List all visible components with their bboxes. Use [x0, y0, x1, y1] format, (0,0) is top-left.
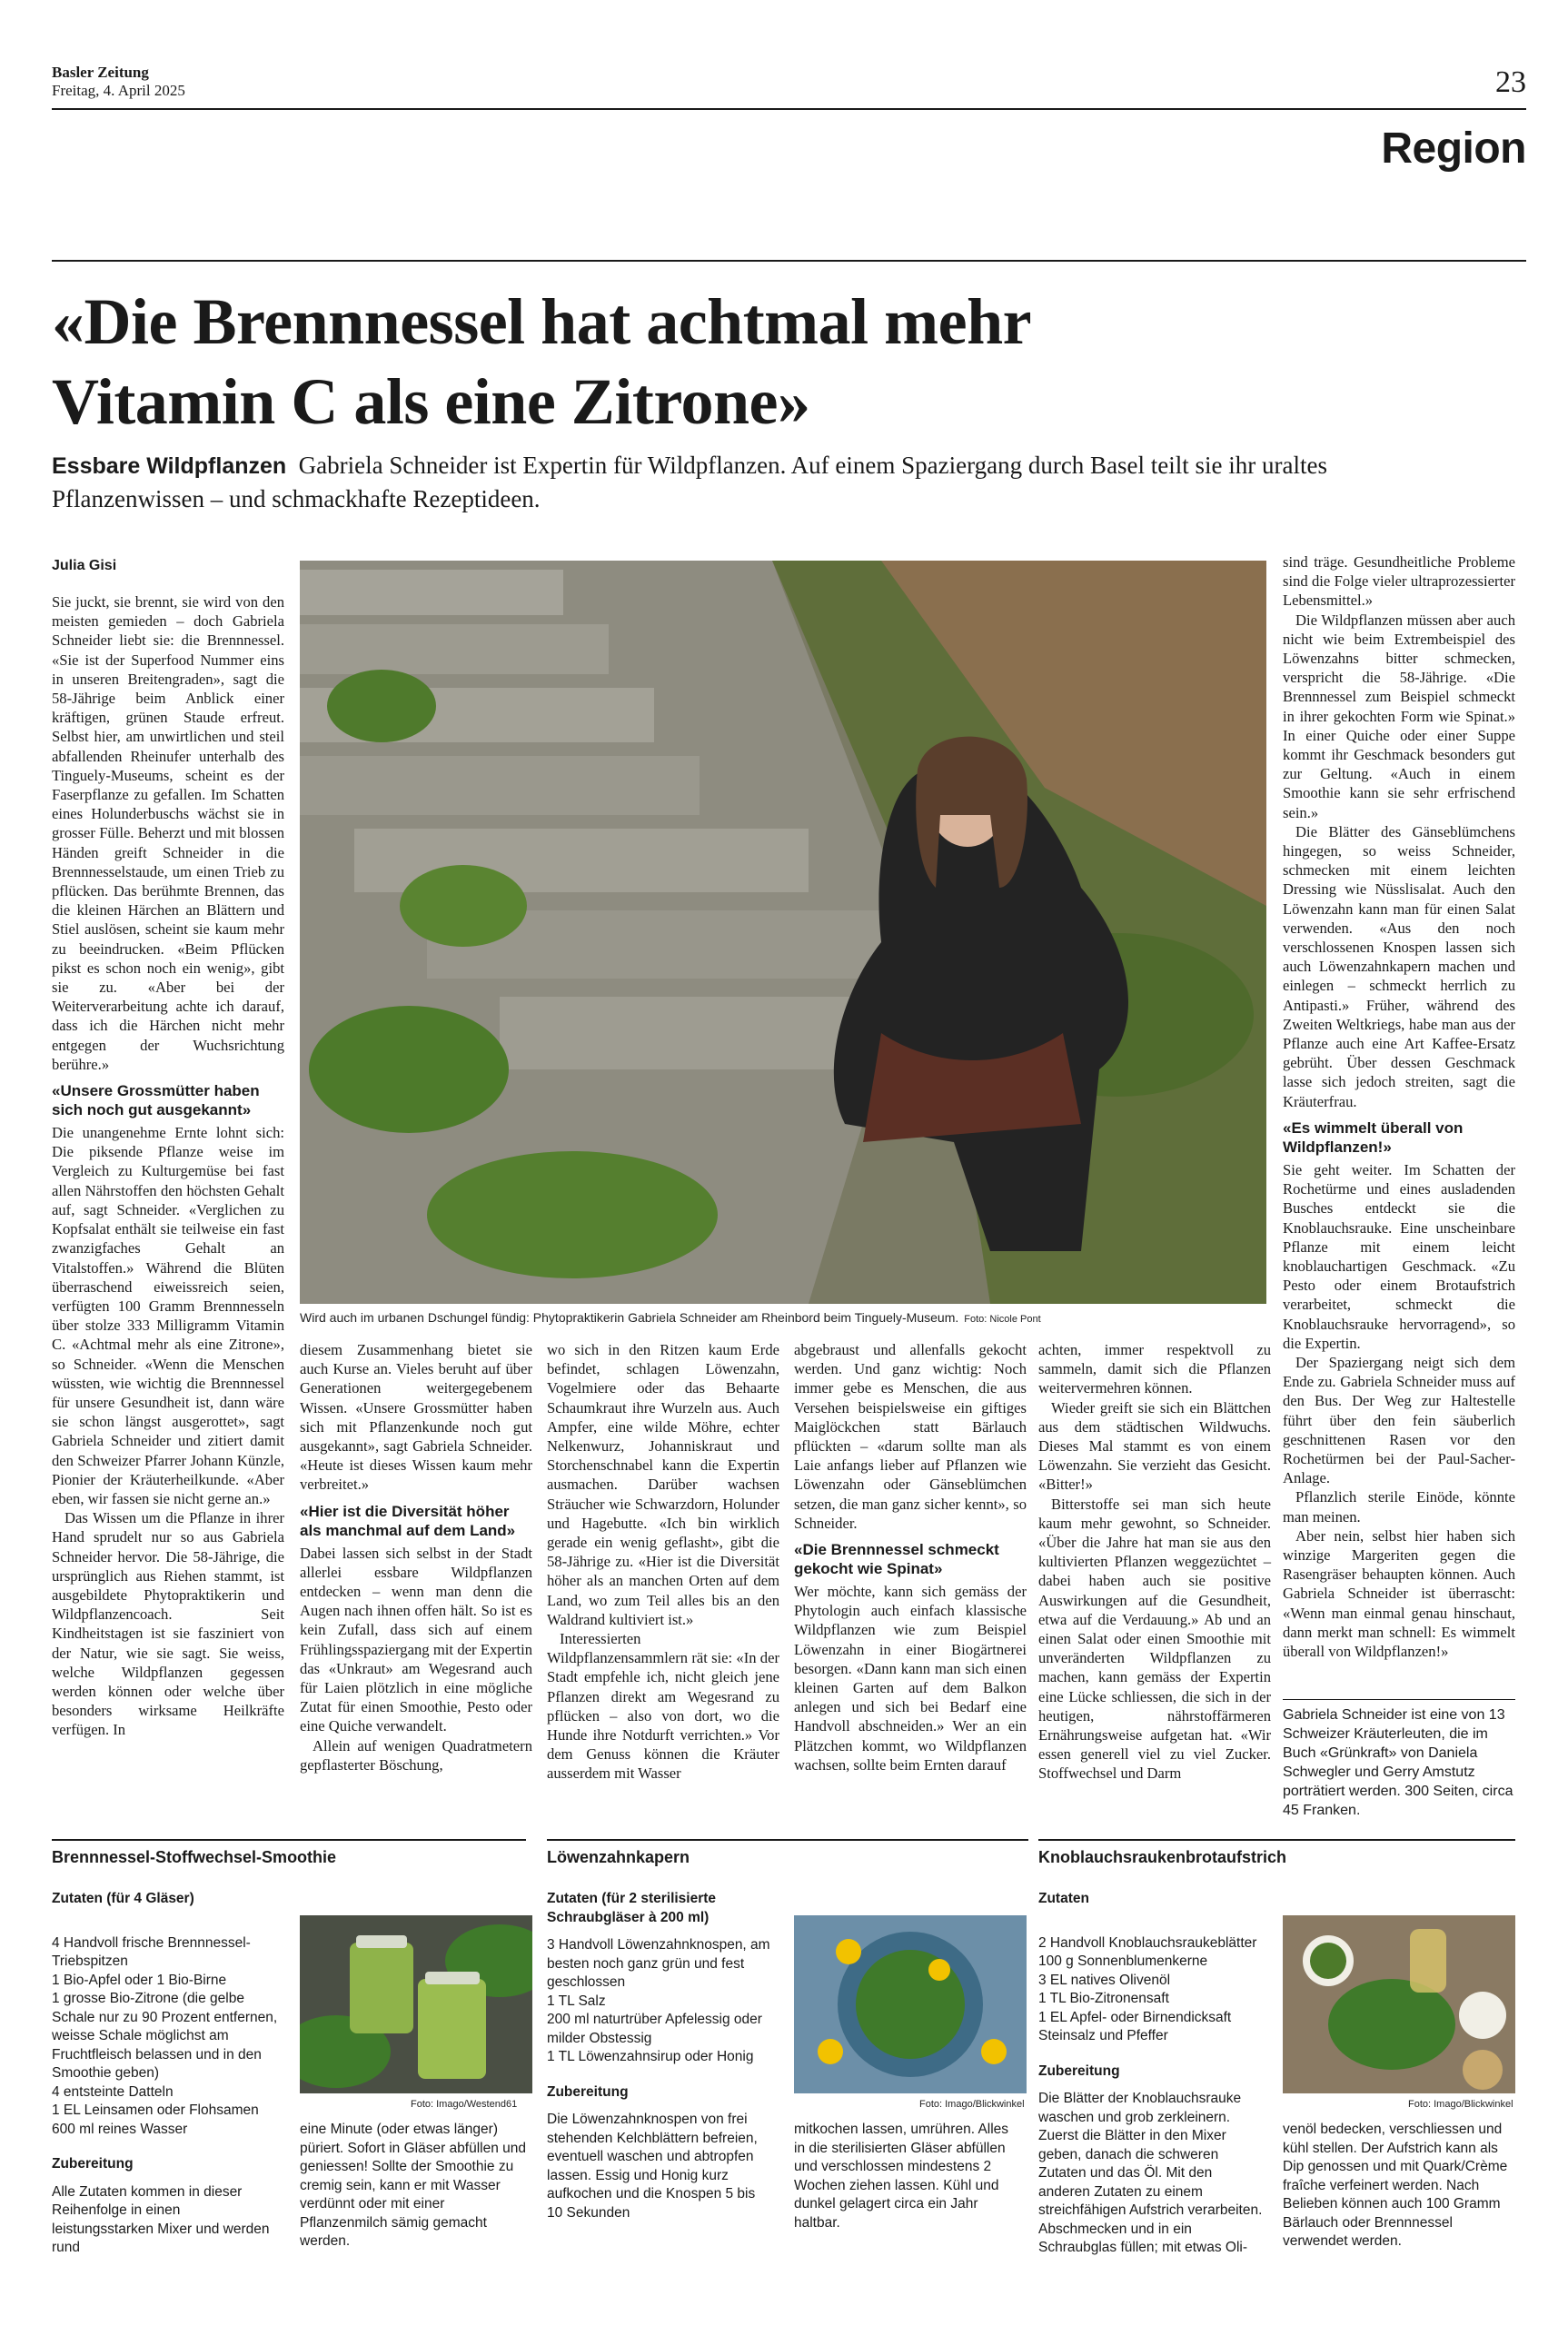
masthead	[52, 64, 185, 100]
paragraph: Wer möchte, kann sich gemäss der Phytologin auch einfach klassische Wildpflanzen wie zum Beispiel Löwenzahn in einer Biogärtnerei besorgen. «Dann kann man sich einen kleinen Garten auf dem Balkon anlegen und sich bei Bedarf eine Handvoll abschneiden.» Wer an ein Plätzchen kommt, wo Wildpflanzen wachsen, sollte beim Ernten darauf	[794, 1583, 1027, 1774]
paragraph: Interessierten Wildpflanzensammlern rät sie: «In der Stadt empfehle ich, nicht gleich jene Pflanzen direkt am Wegesrand zu pflücken – also von dort, wo die Hunde ihre Notdurft verrichten.» Vor dem Genuss können die Kräuter ausserdem mit Wasser	[547, 1630, 779, 1783]
kicker: Essbare Wildpflanzen	[52, 453, 287, 479]
preparation-text: Alle Zutaten kommen in dieser Reihenfolge in einen leistungsstarken Mixer und werden rund	[52, 2183, 270, 2255]
article-column-6	[1283, 552, 1515, 1661]
recipe-title: Knoblauchsraukenbrotaufstrich	[1038, 1848, 1287, 1866]
article-column-4	[794, 1340, 1027, 1774]
headline-line-1: «Die Brennnessel hat achtmal mehr	[52, 285, 1032, 358]
paragraph: diesem Zusammenhang bietet sie auch Kurse an. Vieles beruht auf über Generationen weitergegebenem Wissen. «Unsere Grossmütter haben sich mit Pflanzenkunde noch gut ausgekannt», sagt Gabriela Schneider. «Heute ist dieses Wissen kaum mehr verbreitet.»	[300, 1341, 532, 1494]
recipe-photo-credit: Foto: Imago/Blickwinkel	[919, 2099, 1025, 2110]
paragraph: sind träge. Gesundheitliche Probleme sind die Folge vieler ultraprozessierter Lebensmittel.»	[1283, 553, 1515, 610]
recipe-title: Löwenzahnkapern	[547, 1848, 690, 1866]
ingredient: 1 Bio-Apfel oder 1 Bio-Birne	[52, 1972, 227, 1988]
ingredient: 100 g Sonnenblumenkerne	[1038, 1953, 1208, 1969]
paragraph: Die Blätter des Gänseblümchens hingegen, so weiss Schneider, schmecken mit einem leichten Dressing wie Nüsslisalat. Auch den Löwenzahn kann man für einen Salat verwenden. «Aus den noch verschlossenen Knospen lassen sich auch Löwenzahnkapern machen und einlegen – schmeckt herrlich zu Antipasti.» Früher, während des Zweiten Weltkriegs, habe man aus der Pflanze auch eine Art Kaffee-Ersatz gebrüht. Über dessen Geschmack lasse sich jedoch streiten, sagt die Kräuterfrau.	[1283, 822, 1515, 1110]
preparation-label: Zubereitung	[52, 2156, 134, 2172]
recipe-ingredients	[547, 1890, 774, 2222]
section-title: Region	[1381, 124, 1526, 173]
page-number: 23	[1495, 65, 1526, 99]
preparation-text: Die Löwenzahnknospen von frei stehenden Kelchblättern befreien, eventuell waschen und abtropfen lassen. Essig und Honig kurz aufkochen und die Knospen 5 bis 10 Sekunden	[547, 2112, 758, 2221]
recipe-photo-credit: Foto: Imago/Westend61	[411, 2099, 518, 2110]
subheading: «Hier ist die Diversität höher als manchmal auf dem Land»	[300, 1502, 516, 1539]
recipe-ingredients	[52, 1890, 279, 2258]
headline-rule	[52, 260, 1526, 262]
spread-image	[1283, 1915, 1515, 2093]
paragraph: Die unangenehme Ernte lohnt sich: Die piksende Pflanze weise im Vergleich zu Kulturgemüse bei fast allen Nährstoffen den höchsten Gehalt auf, sagt Schneider. «Verglichen zu Kopfsalat enthält sie teilweise ein fast zwanzigfaches Gehalt an Vitalstoffen.» Während die Blüten überraschend eiweissreich seien, verfügten 100 Gramm Brennnesseln über stolze 333 Milligramm Vitamin C. «Achtmal mehr als eine Zitrone», so Schneider. «Wenn die Menschen wüssten, wie wichtig die Brennnessel für unsere Gesundheit ist, dann wäre sie schon längst ausgerottet», sagt Gabriela Schneider und zitiert damit den Schweizer Pfarrer Johann Künzle, Pionier der Kräuterheilkunde. «Aber eben, wir fassen sie nicht gerne an.»	[52, 1124, 284, 1507]
paragraph: Sie juckt, sie brennt, sie wird von den meisten gemieden – doch Gabriela Schneider liebt sie: die Brennnessel. «Sie ist der Superfood Nummer eins in unseren Breitengraden», sagt die 58-Jährige beim Anblick einer kräftigen, grünen Staude erfreut. Selbst hier, am unwirtlichen und steil abfallenden Rheinufer unterhalb des Tinguely-Museums, scheint es der Faserpflanze zu gefallen. Im Schatten eines Holunderbuschs wächst sie in grosser Fülle. Beherzt und mit blossen Händen greift Schneider in die Brennnesselstaude, um einen Trieb zu pflücken. Das berühmte Brennen, das die kleinen Härchen an Blättern und Stiel auslösen, scheint sie kaum mehr zu beeindrucken. «Beim Pflücken pikst es schon noch ein wenig», gibt sie zu. «Aber bei der Weiterverarbeitung achte ich darauf, dass ich die Härchen nicht mehr entgegen der Wuchsrichtung berühre.»	[52, 593, 284, 1073]
issue-date: Freitag, 4. April 2025	[52, 82, 185, 99]
ingredients-label: Zutaten (für 4 Gläser)	[52, 1891, 194, 1906]
ingredient: 4 Handvoll frische Brennnessel-Triebspitzen	[52, 1934, 251, 1969]
ingredients-label: Zutaten	[1038, 1891, 1089, 1906]
preparation-label: Zubereitung	[547, 2083, 629, 2100]
recipe-rule	[547, 1839, 1028, 1841]
preparation-text: venöl bedecken, verschliessen und kühl stellen. Der Aufstrich kann als Dip genossen und mit Quark/Crème fraîche verfeinert werden. Nach Belieben können auch 100 Gramm Bärlauch oder Brennnessel verwendet werden.	[1283, 2122, 1508, 2249]
paragraph: Wieder greift sie sich ein Blättchen aus dem städtischen Wildwuchs. Dieses Mal stammt es von einem Löwenzahn. Sie verzieht das Gesicht. «Bitter!»	[1038, 1398, 1271, 1494]
paragraph: Bitterstoffe sei man sich heute kaum mehr gewohnt, so Schneider. «Über die Jahre hat man sie aus den kultivierten Pflanzen weggezüchtet – dabei haben auch sie positive Auswirkungen auf die Gesundheit, etwa auf die Verdauung.» Ab und an einen Salat oder einen Smoothie mit unveränderten Wildpflanzen zu machen, kann gemäss der Expertin eine Lücke schliessen, die sich in der heutigen, nährstoffärmeren Ernährungsweise aufgetan hat. «Wir essen generell viel zu viel Zucker. Stoffwechsel und Darm	[1038, 1495, 1271, 1783]
recipe-preparation-cont	[300, 2121, 527, 2251]
recipe-rule	[1038, 1839, 1515, 1841]
ingredient: 1 grosse Bio-Zitrone (die gelbe Schale nur zu 90 Prozent entfernen, weisse Schale möglichst am Fruchtfleisch belassen und in den Smoothie geben)	[52, 1991, 278, 2081]
paragraph: Das Wissen um die Pflanze in ihrer Hand sprudelt nur so aus Gabriela Schneider hervor. Die 58-Jährige, die ursprünglich aus Riehen stammt, ist ausgebildete Phytopraktikerin und Wildpflanzencoach. Seit Kindheitstagen ist sie fasziniert von der Natur, wie sie sagt. Sie weiss, welche Wildpflanzen gegessen werden können oder welche über besonders wirksame Heilkräfte verfügen. In	[52, 1509, 284, 1739]
preparation-text: eine Minute (oder etwas länger) püriert. Sofort in Gläser abfüllen und geniessen! Sollte der Smoothie zu cremig sein, kann er mit Wasser verdünnt oder mit einer Pflanzenmilch sämig gemacht werden.	[300, 2122, 526, 2249]
newspaper-brand: Basler Zeitung	[52, 64, 149, 81]
ingredient: 3 EL natives Olivenöl	[1038, 1972, 1171, 1988]
article-photo	[300, 561, 1266, 1304]
article-lead	[52, 449, 1342, 515]
paragraph: Pflanzlich sterile Einöde, könnte man meinen.	[1283, 1488, 1515, 1526]
recipe-photo-garlic-mustard	[1283, 1915, 1515, 2093]
smoothie-image	[300, 1915, 532, 2093]
paragraph: abgebraust und allenfalls gekocht werden. Und ganz wichtig: Noch immer gebe es Menschen, die aus Versehen beispielsweise ein giftiges Maiglöckchen statt Bärlauch pflückten – «darum sollte man als Laie anfangs lieber auf Pflanzen wie Löwenzahn oder Gänseblümchen setzen, die man ganz sicher kennt», so Schneider.	[794, 1341, 1027, 1532]
lead-text: Gabriela Schneider ist Expertin für Wildpflanzen. Auf einem Spaziergang durch Basel teilt sie ihr uraltes Pflanzenwissen – und schmackhafte Rezeptideen.	[52, 452, 1327, 512]
subheading: «Unsere Grossmütter haben sich noch gut ausgekannt»	[52, 1082, 260, 1119]
ingredient: 1 EL Apfel- oder Birnendicksaft	[1038, 2009, 1232, 2025]
ingredient: 200 ml naturtrüber Apfelessig oder milder Obstessig	[547, 2012, 762, 2046]
ingredient: 1 TL Löwenzahnsirup oder Honig	[547, 2049, 754, 2064]
ingredient: 3 Handvoll Löwenzahnknospen, am besten noch ganz grün und fest geschlossen	[547, 1937, 770, 1990]
recipe-ingredients	[1038, 1890, 1265, 2258]
ingredient: 2 Handvoll Knoblauchsraukeblätter	[1038, 1934, 1257, 1951]
ingredients-label: Zutaten (für 2 sterilisierte Schraubgläser à 200 ml)	[547, 1891, 717, 1925]
ingredient: 1 EL Leinsamen oder Flohsamen	[52, 2102, 259, 2118]
preparation-text: Die Blätter der Knoblauchsrauke waschen und grob zerkleinern. Zuerst die Blätter in den Mixer geben, danach die schweren Zutaten und das Öl. Mit den anderen Zutaten zu einem streichfähigen Aufstrich verarbeiten. Abschmecken und in ein Schraubglas füllen; mit etwas Oli-	[1038, 2091, 1263, 2255]
photo-credit: Foto: Nicole Pont	[964, 1314, 1041, 1325]
ingredient: 600 ml reines Wasser	[52, 2121, 188, 2137]
paragraph: achten, immer respektvoll zu sammeln, damit sich die Pflanzen weitervermehren können.	[1038, 1341, 1271, 1397]
headline-line-2: Vitamin C als eine Zitrone»	[52, 365, 810, 438]
recipe-preparation-cont	[794, 2121, 1021, 2232]
byline: Julia Gisi	[52, 558, 117, 573]
subheading: «Es wimmelt überall von Wildpflanzen!»	[1283, 1118, 1464, 1156]
article-column-3	[547, 1340, 779, 1784]
article-column-1	[52, 592, 284, 1740]
ingredient: 1 TL Salz	[547, 1993, 606, 2009]
top-rule	[52, 108, 1526, 110]
book-info-box: Gabriela Schneider ist eine von 13 Schweizer Kräuterleuten, die im Buch «Grünkraft» von Daniela Schwegler und Gerry Amstutz porträtiert werden. 300 Seiten, circa 45 Franken.	[1283, 1699, 1515, 1820]
article-column-2	[300, 1340, 532, 1774]
caption-text: Wird auch im urbanen Dschungel fündig: Phytopraktikerin Gabriela Schneider am Rheinbord beim Tinguely-Museum.	[300, 1310, 959, 1325]
recipe-photo-smoothie	[300, 1915, 532, 2093]
dandelion-image	[794, 1915, 1027, 2093]
subheading: «Die Brennnessel schmeckt gekocht wie Spinat»	[794, 1541, 999, 1578]
recipe-rule	[52, 1839, 526, 1841]
paragraph: Sie geht weiter. Im Schatten der Rochetürme und eines ausladenden Busches entdeckt sie die Knoblauchsrauke. Eine unscheinbare Pflanze mit einem leicht knoblauchartigen Geschmack. «Zu Pesto oder einem Brotaufstrich verarbeitet, schmeckt die Knoblauchsrauke hervorragend», so die Expertin.	[1283, 1160, 1515, 1352]
ingredient: Steinsalz und Pfeffer	[1038, 2028, 1168, 2043]
photo-caption	[300, 1310, 1266, 1325]
paragraph: Allein auf wenigen Quadratmetern gepflasterter Böschung,	[300, 1736, 532, 1774]
recipe-photo-dandelion	[794, 1915, 1027, 2093]
article-headline	[52, 282, 1414, 442]
ingredient: 4 entsteinte Datteln	[52, 2083, 174, 2100]
photo-illustration	[300, 561, 1266, 1304]
recipe-preparation-cont	[1283, 2121, 1515, 2251]
article-column-5	[1038, 1340, 1271, 1784]
paragraph: Aber nein, selbst hier haben sich winzige Margeriten gegen die Rasengräser behaupten können. Auch Gabriela Schneider ist überrascht: «Wenn man einmal genau hinschaut, dann merkt man schnell: Es wimmelt überall von Wildpflanzen!»	[1283, 1526, 1515, 1660]
preparation-label: Zubereitung	[1038, 2063, 1120, 2079]
recipe-photo-credit: Foto: Imago/Blickwinkel	[1408, 2099, 1513, 2110]
paragraph: Der Spaziergang neigt sich dem Ende zu. Gabriela Schneider muss auf den Bus. Der Weg zur Haltestelle führt über den fein säuberlich geschnittenen Rasen vor den Rochetürmen bei der Paul-Sacher-Anlage.	[1283, 1353, 1515, 1487]
paragraph: Dabei lassen sich selbst in der Stadt allerlei essbare Wildpflanzen entdecken – wenn man denn die Augen nach ihnen offen hält. So ist es kein Zufall, dass sich auf einem Frühlingsspaziergang mit der Expertin das «Unkraut» am Wegesrand auch für Laien plötzlich in eine mögliche Zutat für einen Smoothie, Pesto oder eine Quiche verwandelt.	[300, 1544, 532, 1735]
recipe-title: Brennnessel-Stoffwechsel-Smoothie	[52, 1848, 337, 1866]
paragraph: wo sich in den Ritzen kaum Erde befindet, schlagen Löwenzahn, Vogelmiere oder das Behaarte Schaumkraut ihre Wurzeln aus. Auch Ampfer, eine wilde Möhre, echter Nelkenwurz, Johanniskraut und Storchenschnabel kann die Expertin ausmachen. Darüber wachsen Sträucher wie Schwarzdorn, Holunder und Hagebutte. «Ich bin wirklich gerade ein wenig geflasht», gibt die 58-Jährige zu. «Hier ist die Diversität höher als an manchen Orten auf dem Land, wo zum Teil alles bis an den Waldrand kultiviert ist.»	[547, 1341, 779, 1628]
paragraph: Die Wildpflanzen müssen aber auch nicht wie beim Extrembeispiel des Löwenzahns bitter schmecken, verspricht die 58-Jährige. «Die Brennnessel zum Beispiel schmeckt in ihrer gekochten Form wie Spinat.» In einer Quiche oder einer Suppe kommt ihr Geschmack besonders gut zur Geltung. «Auch in einem Smoothie kann sie sehr erfrischend sein.»	[1283, 611, 1515, 821]
preparation-text: mitkochen lassen, umrühren. Alles in die sterilisierten Gläser abfüllen und verschlossen mindestens 2 Wochen ziehen lassen. Kühl und dunkel gelagert circa ein Jahr haltbar.	[794, 2122, 1009, 2231]
ingredient: 1 TL Bio-Zitronensaft	[1038, 1991, 1169, 2006]
